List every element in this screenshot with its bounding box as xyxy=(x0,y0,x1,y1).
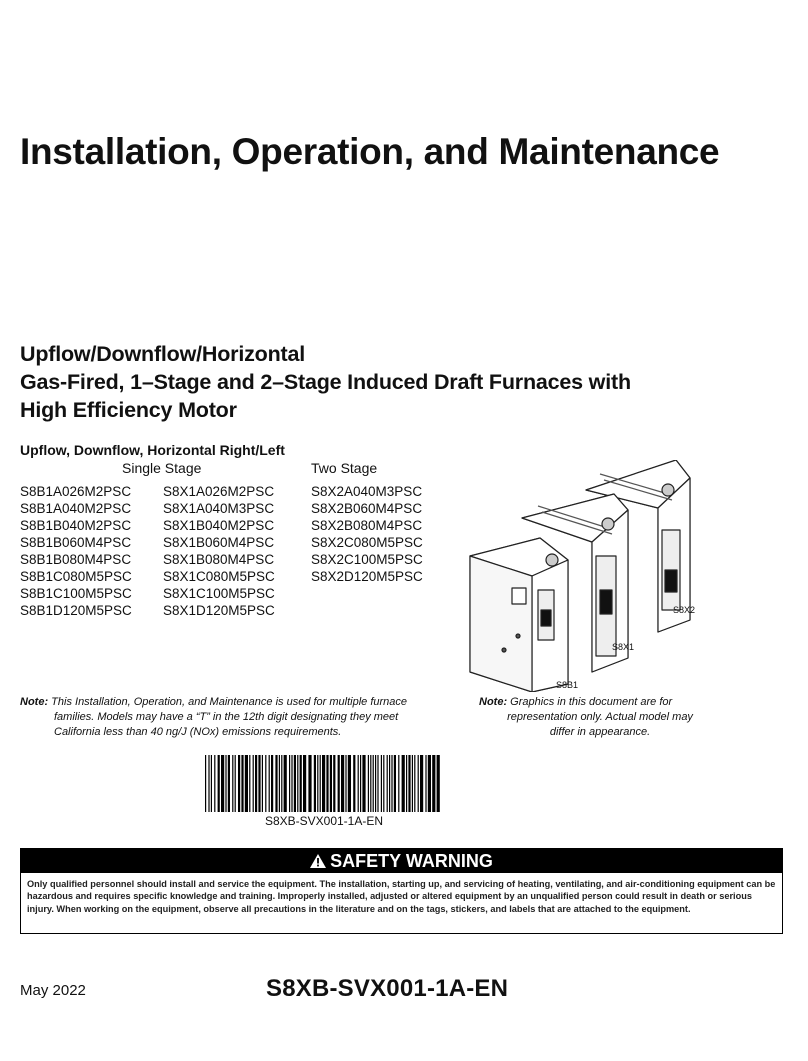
barcode-bar xyxy=(383,755,384,812)
model-number: S8X2C080M5PSC xyxy=(311,535,423,550)
warning-triangle-icon xyxy=(310,850,326,874)
barcode-bar xyxy=(211,755,212,812)
label-s8x2: S8X2 xyxy=(673,605,696,615)
document-number: S8XB-SVX001-1A-EN xyxy=(266,975,509,1002)
barcode-bar xyxy=(368,755,369,812)
barcode-bar xyxy=(218,755,220,812)
barcode-bar xyxy=(228,755,230,812)
furnace-illustration xyxy=(468,460,798,692)
model-number: S8B1D120M5PSC xyxy=(20,603,132,618)
model-number: S8B1A040M2PSC xyxy=(20,501,132,516)
model-number: S8B1C100M5PSC xyxy=(20,586,132,601)
subtitle-line: Gas-Fired, 1–Stage and 2–Stage Induced Draft Furnaces with xyxy=(20,370,631,394)
barcode-bar xyxy=(294,755,296,812)
barcode-bar xyxy=(432,755,435,812)
barcode-bar xyxy=(297,755,298,812)
note-line: California less than 40 ng/J (NOx) emissions requirements. xyxy=(54,726,342,738)
safety-warning-text: Only qualified personnel should install and service the equipment. The installation, starting up, and servicing of heating, ventilating, and air-conditioning equipment can be hazardous and requires specific knowledge and training. Improperly installed, adjusted or altered equipment by an unqualified person could result in death or serious injury. When working on the equipment, observe all precautions in the literature and on the tags, stickers, and labels that are attached to the equipment. xyxy=(27,879,776,914)
safety-warning-header xyxy=(21,849,782,873)
barcode-bar xyxy=(420,755,423,812)
model-number: S8X1A026M2PSC xyxy=(163,484,275,499)
model-number: S8B1A026M2PSC xyxy=(20,484,132,499)
document-subtitle xyxy=(20,340,631,424)
model-number: S8B1B040M2PSC xyxy=(20,518,132,533)
model-number: S8B1B060M4PSC xyxy=(20,535,132,550)
barcode-bar xyxy=(269,755,270,812)
barcode-bar xyxy=(238,755,240,812)
barcode-bar xyxy=(245,755,248,812)
model-number: S8X2A040M3PSC xyxy=(311,484,423,499)
note-right xyxy=(479,695,709,740)
barcode-bar xyxy=(373,755,374,812)
barcode-bar xyxy=(205,755,206,812)
barcode-bar xyxy=(284,755,287,812)
label-s8b1: S8B1 xyxy=(556,680,579,690)
barcode-bar xyxy=(275,755,277,812)
safety-warning-box xyxy=(20,848,783,934)
label-s8x1: S8X1 xyxy=(612,642,635,652)
publication-date: May 2022 xyxy=(20,982,86,999)
barcode-bar xyxy=(300,755,302,812)
barcode-bar xyxy=(389,755,390,812)
single-stage-models-col2 xyxy=(163,483,275,619)
barcode-bar xyxy=(208,755,209,812)
barcode-bar xyxy=(353,755,355,812)
barcode-bar xyxy=(394,755,396,812)
barcode-bar xyxy=(258,755,260,812)
barcode-bar xyxy=(279,755,280,812)
barcode-bar xyxy=(381,755,382,812)
model-number: S8X1D120M5PSC xyxy=(163,603,275,618)
model-number: S8X2C100M5PSC xyxy=(311,552,423,567)
model-number: S8X2B080M4PSC xyxy=(311,518,423,533)
safety-warning-heading: SAFETY WARNING xyxy=(330,851,493,871)
two-stage-label: Two Stage xyxy=(311,460,378,476)
barcode-bar xyxy=(428,755,431,812)
barcode-bar xyxy=(289,755,290,812)
barcode-bar xyxy=(320,755,321,812)
barcode-bar xyxy=(281,755,282,812)
barcode-bar xyxy=(360,755,361,812)
barcode-bar xyxy=(437,755,440,812)
note-line: This Installation, Operation, and Maintenance is used for multiple furnace xyxy=(51,696,408,708)
model-number: S8X1C100M5PSC xyxy=(163,586,275,601)
barcode-bar xyxy=(377,755,378,812)
subtitle-line: High Efficiency Motor xyxy=(20,398,237,422)
model-number: S8X1C080M5PSC xyxy=(163,569,275,584)
barcode-bar xyxy=(303,755,306,812)
barcode-bar xyxy=(418,755,419,812)
model-number: S8B1C080M5PSC xyxy=(20,569,132,584)
barcode-bar xyxy=(235,755,236,812)
barcode-bar xyxy=(232,755,233,812)
barcode-bar xyxy=(271,755,273,812)
single-stage-models-col1 xyxy=(20,483,132,619)
barcode-bar xyxy=(348,755,351,812)
barcode-bar xyxy=(414,755,415,812)
note-line: representation only. Actual model may xyxy=(507,711,693,723)
barcode-bar xyxy=(333,755,335,812)
barcode-bar xyxy=(291,755,292,812)
barcode-bar xyxy=(425,755,426,812)
barcode-bar xyxy=(402,755,405,812)
barcode-bar xyxy=(358,755,359,812)
model-number: S8B1B080M4PSC xyxy=(20,552,132,567)
barcode-bar xyxy=(387,755,388,812)
barcode-bar xyxy=(265,755,266,812)
model-number: S8X1B080M4PSC xyxy=(163,552,275,567)
document-title: Installation, Operation, and Maintenance xyxy=(20,131,720,172)
note-line: families. Models may have a “T” in the 12th digit designating they meet xyxy=(54,711,399,723)
barcode-bar xyxy=(241,755,243,812)
barcode-bar xyxy=(341,755,344,812)
single-stage-label: Single Stage xyxy=(122,460,202,476)
barcode-bar xyxy=(362,755,365,812)
barcode-bar xyxy=(322,755,325,812)
barcode-bar xyxy=(317,755,318,812)
barcode-bar xyxy=(225,755,226,812)
note-left xyxy=(20,695,460,740)
barcode-bar xyxy=(249,755,250,812)
barcode xyxy=(205,755,443,812)
barcode-bar xyxy=(406,755,407,812)
barcode-bar xyxy=(412,755,413,812)
model-number: S8X2B060M4PSC xyxy=(311,501,423,516)
barcode-bar xyxy=(262,755,263,812)
barcode-bar xyxy=(330,755,332,812)
barcode-bar xyxy=(221,755,224,812)
barcode-bar xyxy=(255,755,257,812)
barcode-bar xyxy=(375,755,376,812)
barcode-bar xyxy=(345,755,346,812)
barcode-bar xyxy=(391,755,392,812)
barcode-text: S8XB-SVX001-1A-EN xyxy=(264,814,384,828)
note-line: differ in appearance. xyxy=(549,726,651,738)
model-number: S8X2D120M5PSC xyxy=(311,569,423,584)
barcode-bar xyxy=(408,755,410,812)
models-heading: Upflow, Downflow, Horizontal Right/Left xyxy=(20,442,285,458)
two-stage-models-col xyxy=(311,483,423,585)
barcode-bar xyxy=(398,755,399,812)
barcode-bar xyxy=(308,755,311,812)
model-number: S8X1B060M4PSC xyxy=(163,535,275,550)
barcode-bar xyxy=(214,755,215,812)
note-label: Note: xyxy=(479,696,508,708)
note-label: Note: xyxy=(20,696,49,708)
barcode-bar xyxy=(326,755,328,812)
model-number: S8X1B040M2PSC xyxy=(163,518,275,533)
barcode-bar xyxy=(314,755,316,812)
barcode-bar xyxy=(253,755,254,812)
barcode-bar xyxy=(338,755,340,812)
note-line: Graphics in this document are for xyxy=(510,696,673,708)
barcode-bar xyxy=(370,755,371,812)
model-number: S8X1A040M3PSC xyxy=(163,501,275,516)
subtitle-line: Upflow/Downflow/Horizontal xyxy=(20,342,306,366)
